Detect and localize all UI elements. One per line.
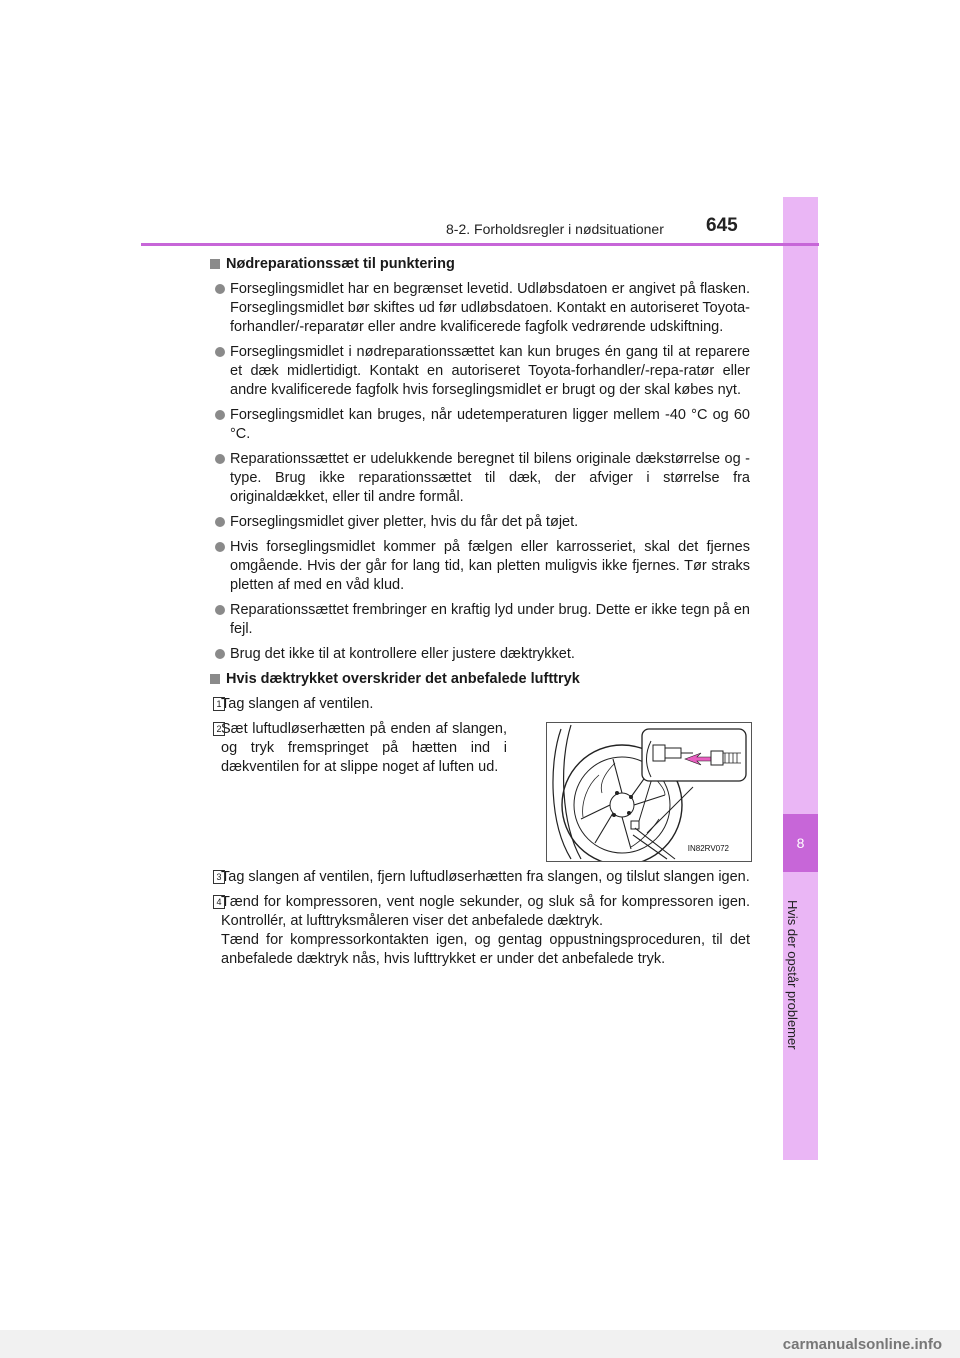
footer-bar	[0, 1330, 960, 1358]
figure-code: IN82RV072	[687, 844, 729, 853]
step-item: 3 Tag slangen af ventilen, fjern luftudløserhætten fra slangen, og tilslut slangen igen.	[208, 868, 750, 887]
list-item: Brug det ikke til at kontrollere eller justere dæktrykket.	[208, 645, 750, 664]
round-bullet-icon	[215, 542, 225, 552]
round-bullet-icon	[215, 284, 225, 294]
header-rule	[141, 243, 819, 246]
round-bullet-icon	[215, 517, 225, 527]
list-item: Forseglingsmidlet kan bruges, når udetemperaturen ligger mellem -40 °C og 60 °C.	[208, 406, 750, 444]
page-content	[208, 255, 750, 975]
square-bullet-icon	[210, 259, 220, 269]
watermark-text: carmanualsonline.info	[782, 1336, 942, 1353]
list-item: Forseglingsmidlet i nødreparationssættet kan kun bruges én gang til at reparere et dæk midlertidigt. Kontakt en autoriseret Toyota-forhandler/-repa-ratør eller andre kvalificerede fagfolk hvis forseglingsmidlet er brugt og der skal købes nyt.	[208, 343, 750, 400]
section-heading: Hvis dæktrykket overskrider det anbefalede lufttryk	[208, 670, 750, 689]
list-item: Forseglingsmidlet giver pletter, hvis du får det på tøjet.	[208, 513, 750, 532]
round-bullet-icon	[215, 649, 225, 659]
list-item: Reparationssættet frembringer en kraftig lyd under brug. Dette er ikke tegn på en fejl.	[208, 601, 750, 639]
round-bullet-icon	[215, 605, 225, 615]
round-bullet-icon	[215, 410, 225, 420]
square-bullet-icon	[210, 674, 220, 684]
list-item: Reparationssættet er udelukkende beregnet til bilens originale dækstørrelse og -type. Brug ikke reparationssættet til dæk, der afviger i størrelse fra originaldækket, eller til andre formål.	[208, 450, 750, 507]
step-item: 2 Sæt luftudløserhætten på enden af slangen, og tryk fremspringet på hætten ind i dækventilen for at slippe noget af luften ud. IN82RV072	[208, 720, 750, 862]
step-item: 4 Tænd for kompressoren, vent nogle sekunder, og sluk så for kompressoren igen. Kontrollér, at lufttryksmåleren viser det anbefalede dæktryk. Tænd for kompressorkontakten igen, og gentag oppustningsproceduren, til det anbefalede dæktryk nås, hvis lufttrykket er under det anbefalede tryk.	[208, 893, 750, 969]
list-item: Forseglingsmidlet har en begrænset levetid. Udløbsdatoen er angivet på flasken. Forseglingsmidlet bør skiftes ud før udløbsdatoen. Kontakt en autoriseret Toyota-forhandler/-reparatør eller andre kvalificerede fagfolk vedrørende udskiftning.	[208, 280, 750, 337]
step-number: 2	[213, 722, 225, 736]
section-header: 8-2. Forholdsregler i nødsituationer	[446, 221, 664, 237]
list-item: Hvis forseglingsmidlet kommer på fælgen eller karrosseriet, skal det fjernes omgående. Hvis der går for lang tid, kan pletten muligvis ikke fjernes. Tør straks pletten af med en våd klud.	[208, 538, 750, 595]
round-bullet-icon	[215, 347, 225, 357]
step-number: 1	[213, 697, 225, 711]
page-number: 645	[706, 215, 738, 236]
step-number: 4	[213, 895, 225, 909]
chapter-number: 8	[796, 835, 805, 851]
chapter-number-tab[interactable]	[783, 814, 818, 872]
chapter-title: Hvis der opstår problemer	[785, 900, 800, 1050]
round-bullet-icon	[215, 454, 225, 464]
step-number: 3	[213, 870, 225, 884]
section-heading: Nødreparationssæt til punktering	[208, 255, 750, 274]
step-item: 1 Tag slangen af ventilen.	[208, 695, 750, 714]
tire-valve-illustration	[546, 722, 752, 862]
